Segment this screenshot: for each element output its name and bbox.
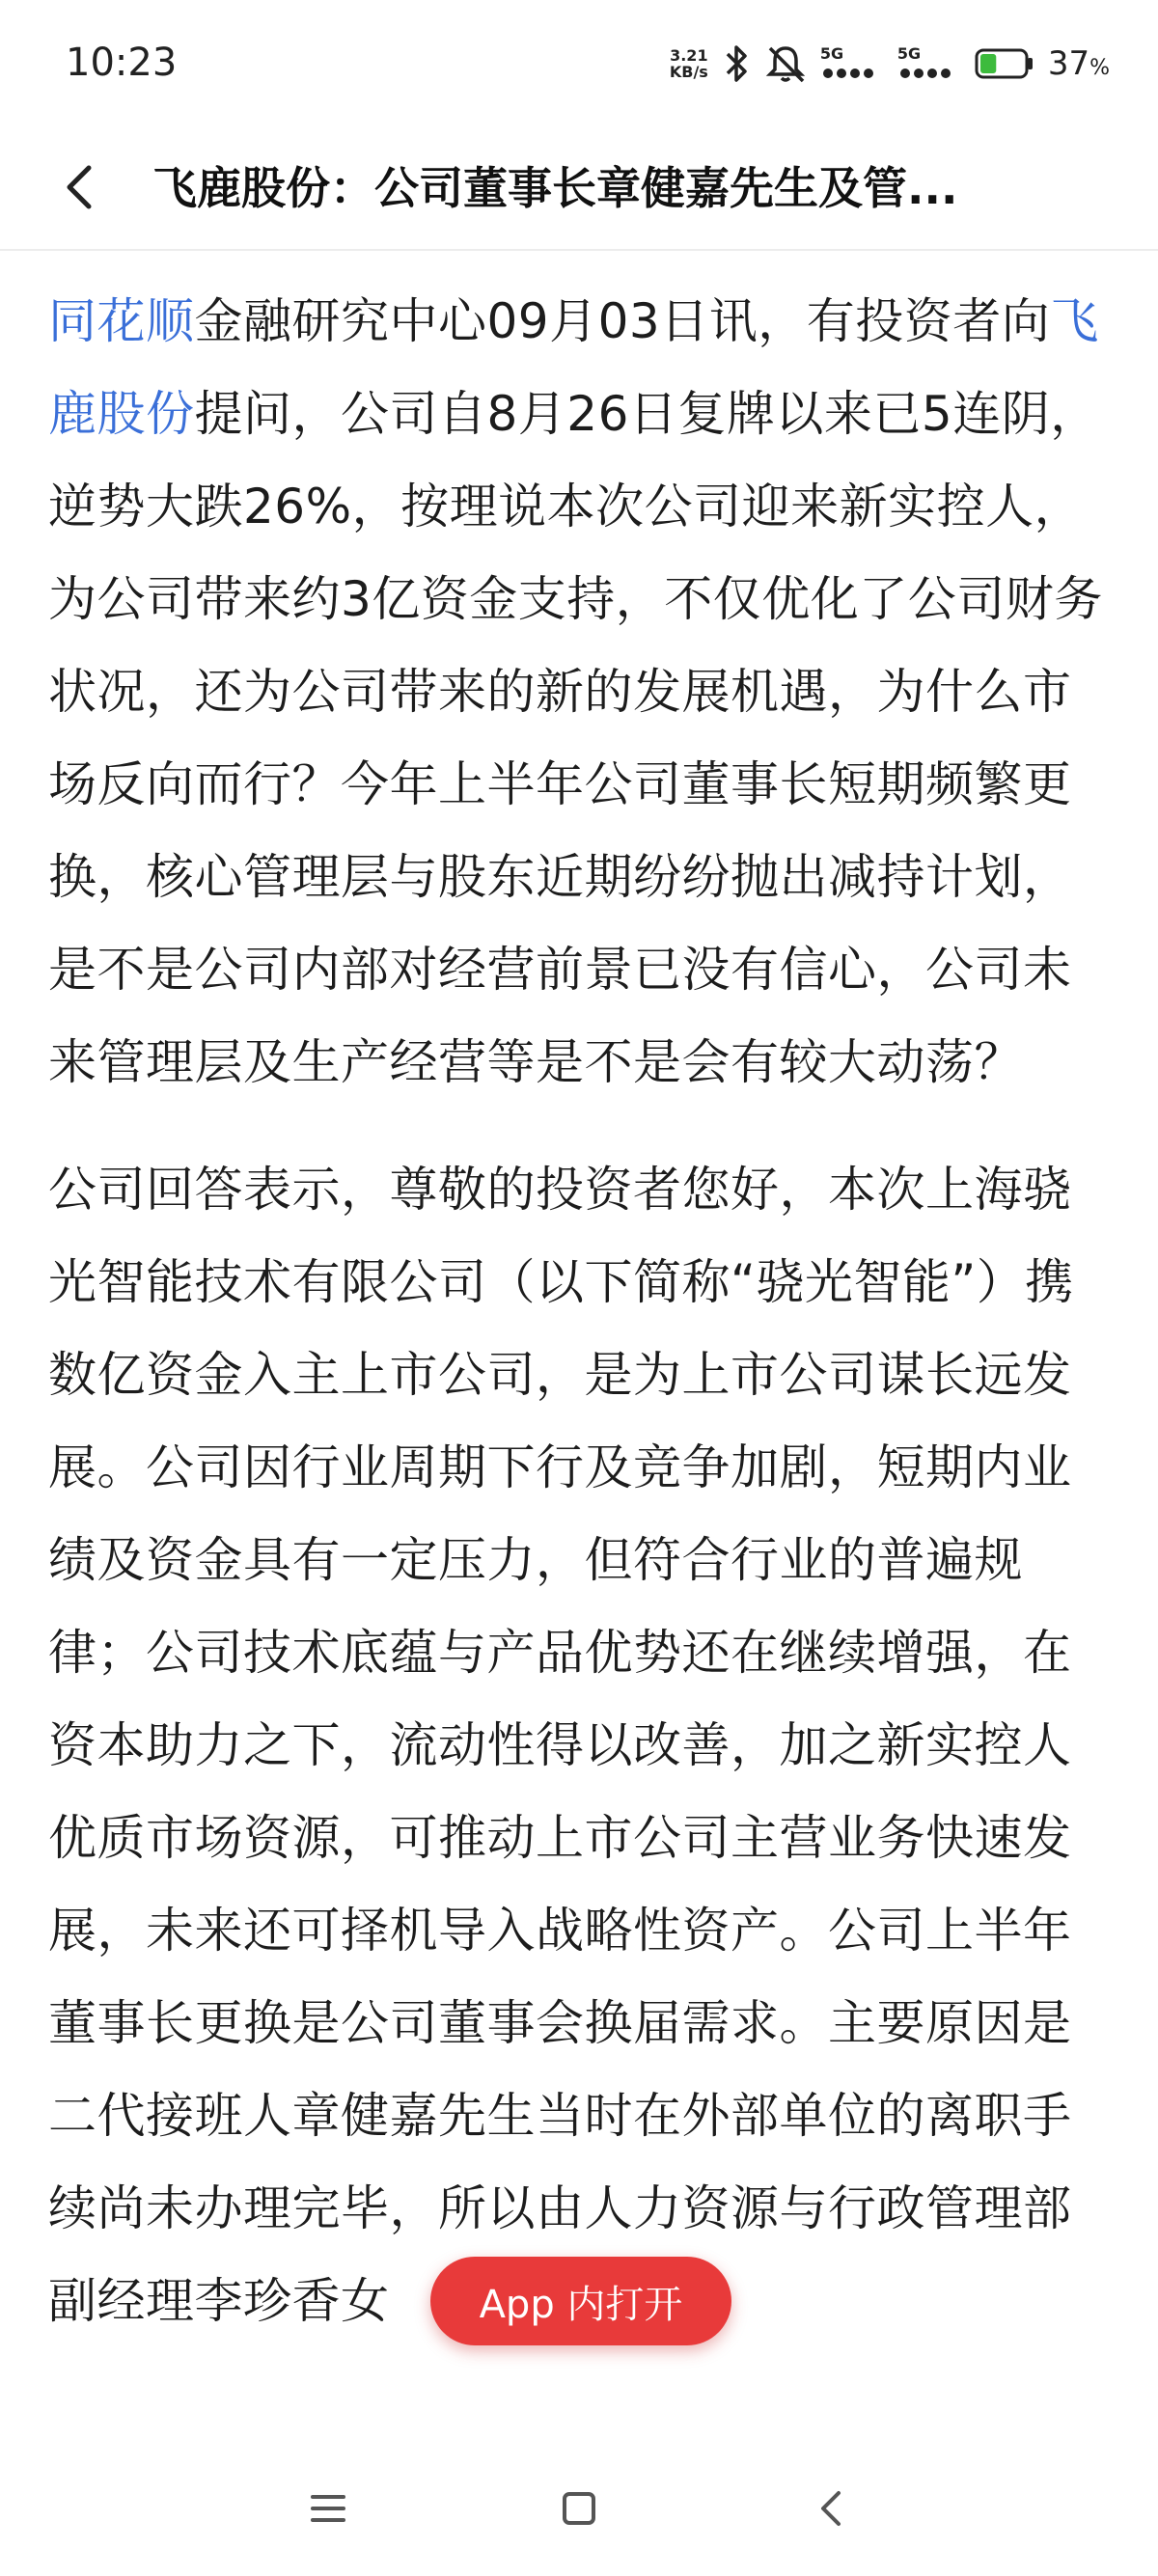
menu-button[interactable] — [290, 2480, 367, 2537]
system-back-button[interactable] — [793, 2480, 870, 2537]
feilu-stock-link[interactable]: 飞鹿股份 — [48, 293, 1099, 442]
question-paragraph — [48, 275, 1119, 1109]
article-body — [48, 275, 1119, 2431]
sim2-label: 5G — [896, 44, 922, 63]
back-button[interactable] — [44, 152, 114, 222]
back-chevron-icon — [815, 2489, 848, 2528]
answer-paragraph: 公司回答表示，尊敬的投资者您好，本次上海骁光智能技术有限公司（以下简称“骁光智能”）携数亿资金入主上市公司，是为上市公司谋长远发展。公司因行业周期下行及竞争加剧，短期内业绩及资金具有一定压力，但符合行业的普遍规律；公司技术底蕴与产品优势还在继续增强，在资本助力之下，流动性得以改善，加之新实控人优质市场资源，可推动上市公司主营业务快速发展，未来还可择机导入战略性资产。公司上半年董事长更换是公司董事会换届需求。主要原因是二代接班人章健嘉先生当时在外部单位的离职手续尚未办理完毕，所以由人力资源与行政管理部副经理李珍香女 — [48, 1162, 1074, 2329]
battery-percent-unit: % — [1089, 56, 1110, 80]
home-button[interactable] — [540, 2480, 618, 2537]
open-in-app-button[interactable]: App 内打开 — [430, 2257, 731, 2345]
status-time: 10:23 — [66, 41, 178, 85]
signal-icon — [820, 62, 884, 81]
signal-sim1 — [820, 46, 884, 81]
status-bar — [0, 0, 1158, 125]
net-speed — [670, 47, 708, 80]
system-nav-bar — [0, 2441, 1158, 2576]
menu-icon — [309, 2492, 347, 2525]
sim1-label: 5G — [819, 44, 844, 63]
battery-icon — [975, 47, 1034, 80]
tonghuashun-link[interactable]: 同花顺 — [48, 293, 195, 349]
status-icons — [670, 37, 1110, 91]
bluetooth-icon — [722, 43, 751, 84]
back-arrow-icon — [60, 162, 98, 212]
home-square-icon — [561, 2490, 597, 2527]
net-speed-value: 3.21 — [670, 46, 708, 65]
mute-icon — [764, 42, 807, 85]
question-text-part2: 提问，公司自8月26日复牌以来已5连阴，逆势大跌26%，按理说本次公司迎来新实控人，为公司带来约3亿资金支持，不仅优化了公司财务状况，还为公司带来的新的发展机遇，为什么市场反向而行？今年上半年公司董事长短期频繁更换，核心管理层与股东近期纷纷抛出减持计划，是不是公司内部对经营前景已没有信心，公司未来管理层及生产经营等是不是会有较大动荡？ — [48, 386, 1103, 1090]
signal-sim2 — [897, 46, 961, 81]
article-header — [0, 125, 1158, 251]
net-speed-unit: KB/s — [669, 63, 708, 81]
signal-icon — [897, 62, 961, 81]
battery-percent-value: 37 — [1047, 44, 1090, 83]
battery-percent — [1048, 44, 1110, 83]
question-text-part1: 金融研究中心09月03日讯，有投资者向 — [194, 293, 1051, 349]
page-title: 飞鹿股份：公司董事长章健嘉先生及管... — [152, 162, 958, 214]
